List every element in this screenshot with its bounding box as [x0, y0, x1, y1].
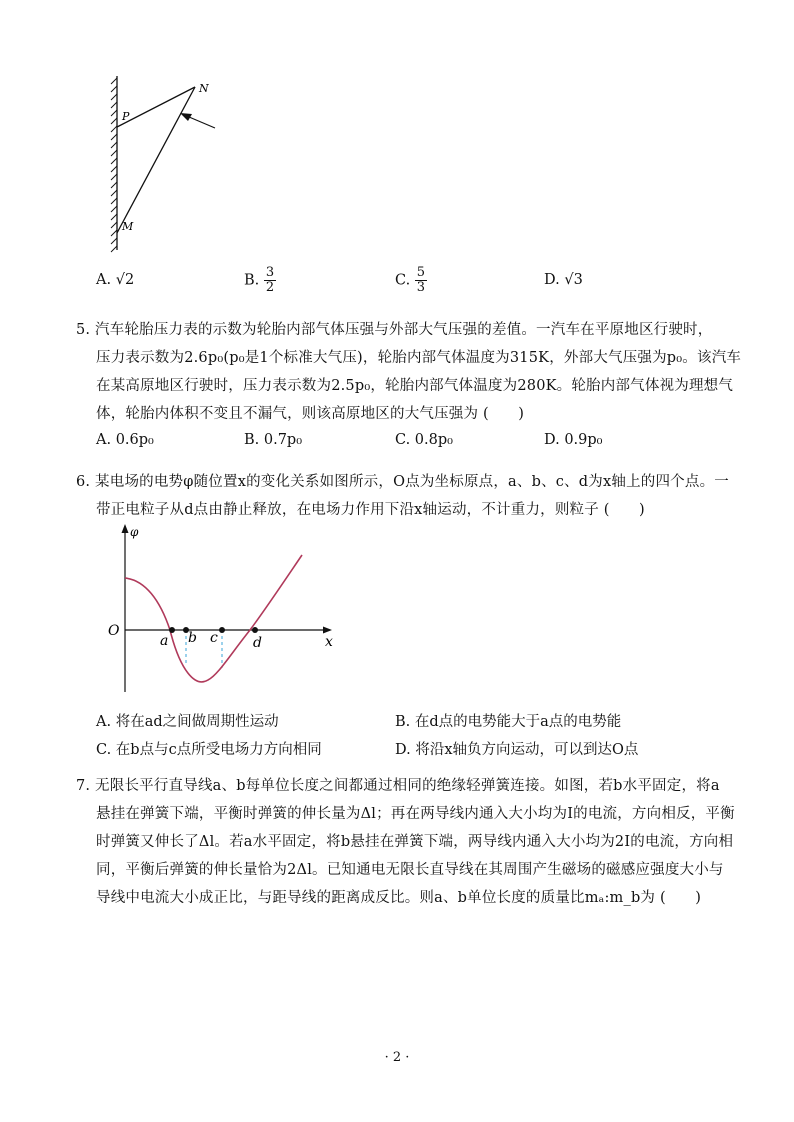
q5-text-line: 5. 汽车轮胎压力表的示数为轮胎内部气体压强与外部大气压强的差值。一汽车在平原地区行驶时， [76, 322, 713, 338]
q6-option-d: D. 将沿x轴负方向运动，可以到达O点 [395, 742, 639, 758]
q5-text-line: 在某高原地区行驶时，压力表示数为2.5p₀，轮胎内部气体温度为280K。轮胎内部气体视为理想气 [96, 378, 734, 394]
label-d: d [253, 635, 262, 651]
q5-option-b: B. 0.7p₀ [244, 432, 303, 448]
q4-option-c: C. $\frac{5}{3}$ [395, 265, 426, 295]
point-a [169, 627, 175, 633]
q4-option-d: D. √3 [544, 272, 583, 288]
fraction: $\frac{5}{3}$ [416, 265, 426, 295]
q5-option-d: D. 0.9p₀ [544, 432, 603, 448]
origin-label: O [108, 623, 120, 639]
label-b: b [188, 630, 197, 646]
point-d [252, 627, 258, 633]
q6-text-line: 带正电粒子从d点由静止释放，在电场力作用下沿x轴运动，不计重力，则粒子 ( ) [96, 502, 645, 518]
point-c [219, 627, 225, 633]
q7-text-line: 悬挂在弹簧下端，平衡时弹簧的伸长量为Δl；再在两导线内通入大小均为I的电流，方向相反，平衡 [96, 806, 735, 822]
q4-option-b: B. $\frac{3}{2}$ [244, 265, 275, 295]
label-n: N [199, 82, 209, 95]
q6-text-line: 6. 某电场的电势φ随位置x的变化关系如图所示，O点为坐标原点，a、b、c、d为x轴上的四个点。一 [76, 474, 729, 490]
q7-text-line: 7. 无限长平行直导线a、b每单位长度之间都通过相同的绝缘轻弹簧连接。如图，若b水平固定，将a [76, 778, 720, 794]
q6-potential-graph [100, 520, 350, 700]
label-p: P [122, 110, 130, 123]
q5-option-c: C. 0.8p₀ [395, 432, 453, 448]
y-axis-arrow-icon [122, 524, 129, 533]
q6-option-b: B. 在d点的电势能大于a点的电势能 [395, 714, 622, 730]
q4-option-a: A. √2 [96, 272, 135, 288]
page-number: · 2 · [384, 1050, 410, 1065]
q5-option-a: A. 0.6p₀ [96, 432, 154, 448]
q7-text-line: 同，平衡后弹簧的伸长量恰为2Δl。已知通电无限长直导线在其周围产生磁场的磁感应强度大小与 [96, 862, 724, 878]
fraction: $\frac{3}{2}$ [265, 265, 275, 295]
q6-option-a: A. 将在ad之间做周期性运动 [96, 714, 279, 730]
label-c: c [210, 630, 218, 646]
q7-text-line: 导线中电流大小成正比，与距导线的距离成反比。则a、b单位长度的质量比mₐ:m_b为 ( ) [96, 890, 702, 906]
q5-text-line: 体，轮胎内体积不变且不漏气，则该高原地区的大气压强为 ( ) [96, 406, 525, 422]
label-a: a [160, 633, 169, 649]
q7-text-line: 时弹簧又伸长了Δl。若a水平固定，将b悬挂在弹簧下端，两导线内通入大小均为2I的电流，方向相 [96, 834, 734, 850]
q6-option-c: C. 在b点与c点所受电场力方向相同 [96, 742, 322, 758]
q5-text-line: 压力表示数为2.6p₀(p₀是1个标准大气压)，轮胎内部气体温度为315K，外部大气压强为p₀。该汽车 [96, 350, 742, 366]
x-axis-arrow-icon [323, 627, 332, 634]
label-m: M [122, 220, 134, 233]
x-label: x [325, 634, 333, 650]
potential-curve [125, 555, 302, 682]
q4-figure [100, 70, 230, 260]
y-label: φ [130, 525, 139, 539]
